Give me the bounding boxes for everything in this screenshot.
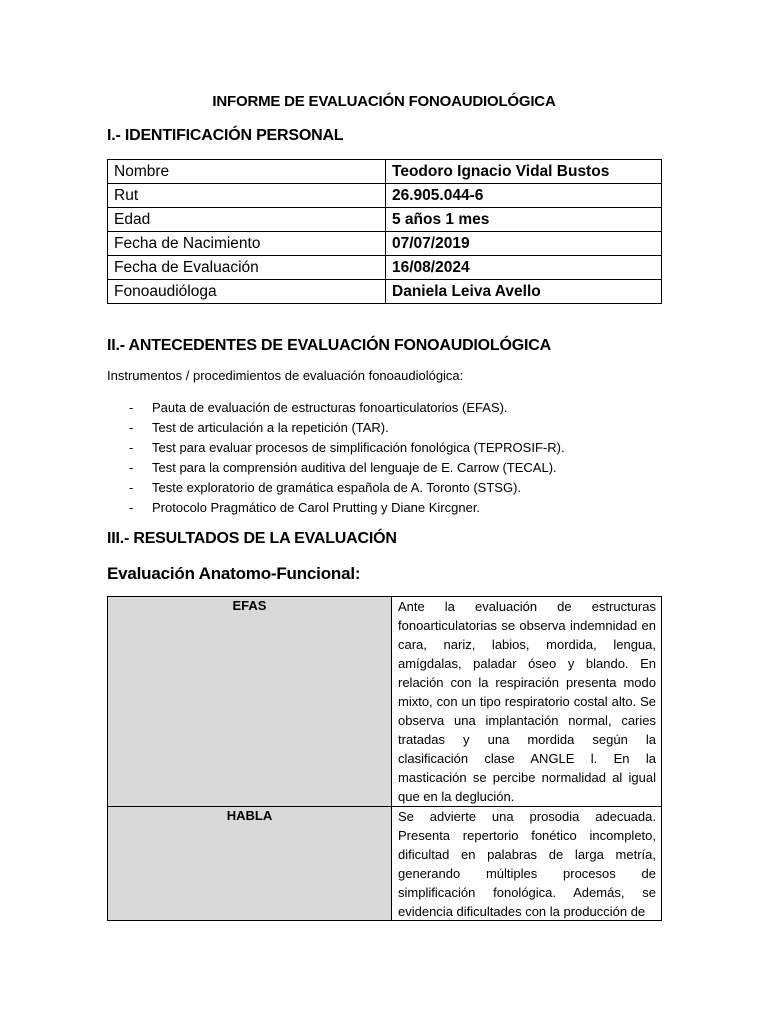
section-3-heading: III.- RESULTADOS DE LA EVALUACIÓN xyxy=(107,530,397,547)
identification-value: Teodoro Ignacio Vidal Bustos xyxy=(386,160,662,184)
results-text: Se advierte una prosodia adecuada. Presenta repertorio fonético incompleto, dificultad en palabras de larga metría, generando múltiples procesos de simplificación fonológica. Además, se evidencia dificultades con la producción de xyxy=(398,809,656,919)
list-item-text: Test para evaluar procesos de simplificación fonológica (TEPROSIF-R). xyxy=(152,440,565,455)
section-1-heading: I.- IDENTIFICACIÓN PERSONAL xyxy=(107,127,344,144)
table-row xyxy=(108,184,662,208)
identification-value: 5 años 1 mes xyxy=(386,208,662,232)
bullet-dash: - xyxy=(129,500,134,515)
table-row xyxy=(108,208,662,232)
identification-value: 26.905.044-6 xyxy=(386,184,662,208)
table-row xyxy=(108,597,662,807)
identification-label: Rut xyxy=(108,184,386,208)
instruments-intro: Instrumentos / procedimientos de evaluación fonoaudiológica: xyxy=(107,368,464,383)
bullet-dash: - xyxy=(129,460,134,475)
list-item-text: Teste exploratorio de gramática española de A. Toronto (STSG). xyxy=(152,480,522,495)
table-row xyxy=(108,256,662,280)
identification-label: Edad xyxy=(108,208,386,232)
list-item xyxy=(107,438,565,458)
table-row xyxy=(108,280,662,304)
results-text-cell: Ante la evaluación de estructuras fonoarticulatorias se observa indemnidad en cara, nariz, labios, mordida, lengua, amígdalas, paladar óseo y blando. En relación con la respiración presenta modo mixto, con un tipo respiratorio costal alto. Se observa una implantación normal, caries tratadas y una mordida según la clasificación clase ANGLE l. En la masticación se percibe normalidad al igual que en la deglución. xyxy=(392,597,662,807)
list-item xyxy=(107,458,565,478)
results-label-cell: EFAS xyxy=(108,597,392,807)
list-item xyxy=(107,398,565,418)
anatomo-functional-subheading: Evaluación Anatomo-Funcional: xyxy=(107,564,361,583)
list-item-text: Pauta de evaluación de estructuras fonoarticulatorios (EFAS). xyxy=(152,400,508,415)
results-text-cell xyxy=(392,807,662,921)
list-item-text: Protocolo Pragmático de Carol Prutting y Diane Kircgner. xyxy=(152,500,481,515)
table-row xyxy=(108,232,662,256)
identification-label: Fecha de Evaluación xyxy=(108,256,386,280)
bullet-dash: - xyxy=(129,440,134,455)
section-2-heading: II.- ANTECEDENTES DE EVALUACIÓN FONOAUDIOLÓGICA xyxy=(107,337,551,354)
bullet-dash: - xyxy=(129,480,134,495)
document-title: INFORME DE EVALUACIÓN FONOAUDIOLÓGICA xyxy=(212,93,556,110)
table-row xyxy=(108,807,662,921)
list-item xyxy=(107,498,565,518)
list-item xyxy=(107,478,565,498)
results-label-cell: HABLA xyxy=(108,807,392,921)
identification-value: 07/07/2019 xyxy=(386,232,662,256)
results-table xyxy=(107,596,662,921)
list-item-text: Test de articulación a la repetición (TAR). xyxy=(152,420,389,435)
identification-value: Daniela Leiva Avello xyxy=(386,280,662,304)
table-row xyxy=(108,160,662,184)
identification-label: Fecha de Nacimiento xyxy=(108,232,386,256)
list-item-text: Test para la comprensión auditiva del lenguaje de E. Carrow (TECAL). xyxy=(152,460,557,475)
bullet-dash: - xyxy=(129,420,134,435)
identification-label: Nombre xyxy=(108,160,386,184)
identification-table xyxy=(107,159,662,304)
list-item xyxy=(107,418,565,438)
instruments-list xyxy=(107,398,565,518)
identification-label: Fonoaudióloga xyxy=(108,280,386,304)
identification-value: 16/08/2024 xyxy=(386,256,662,280)
bullet-dash: - xyxy=(129,400,134,415)
